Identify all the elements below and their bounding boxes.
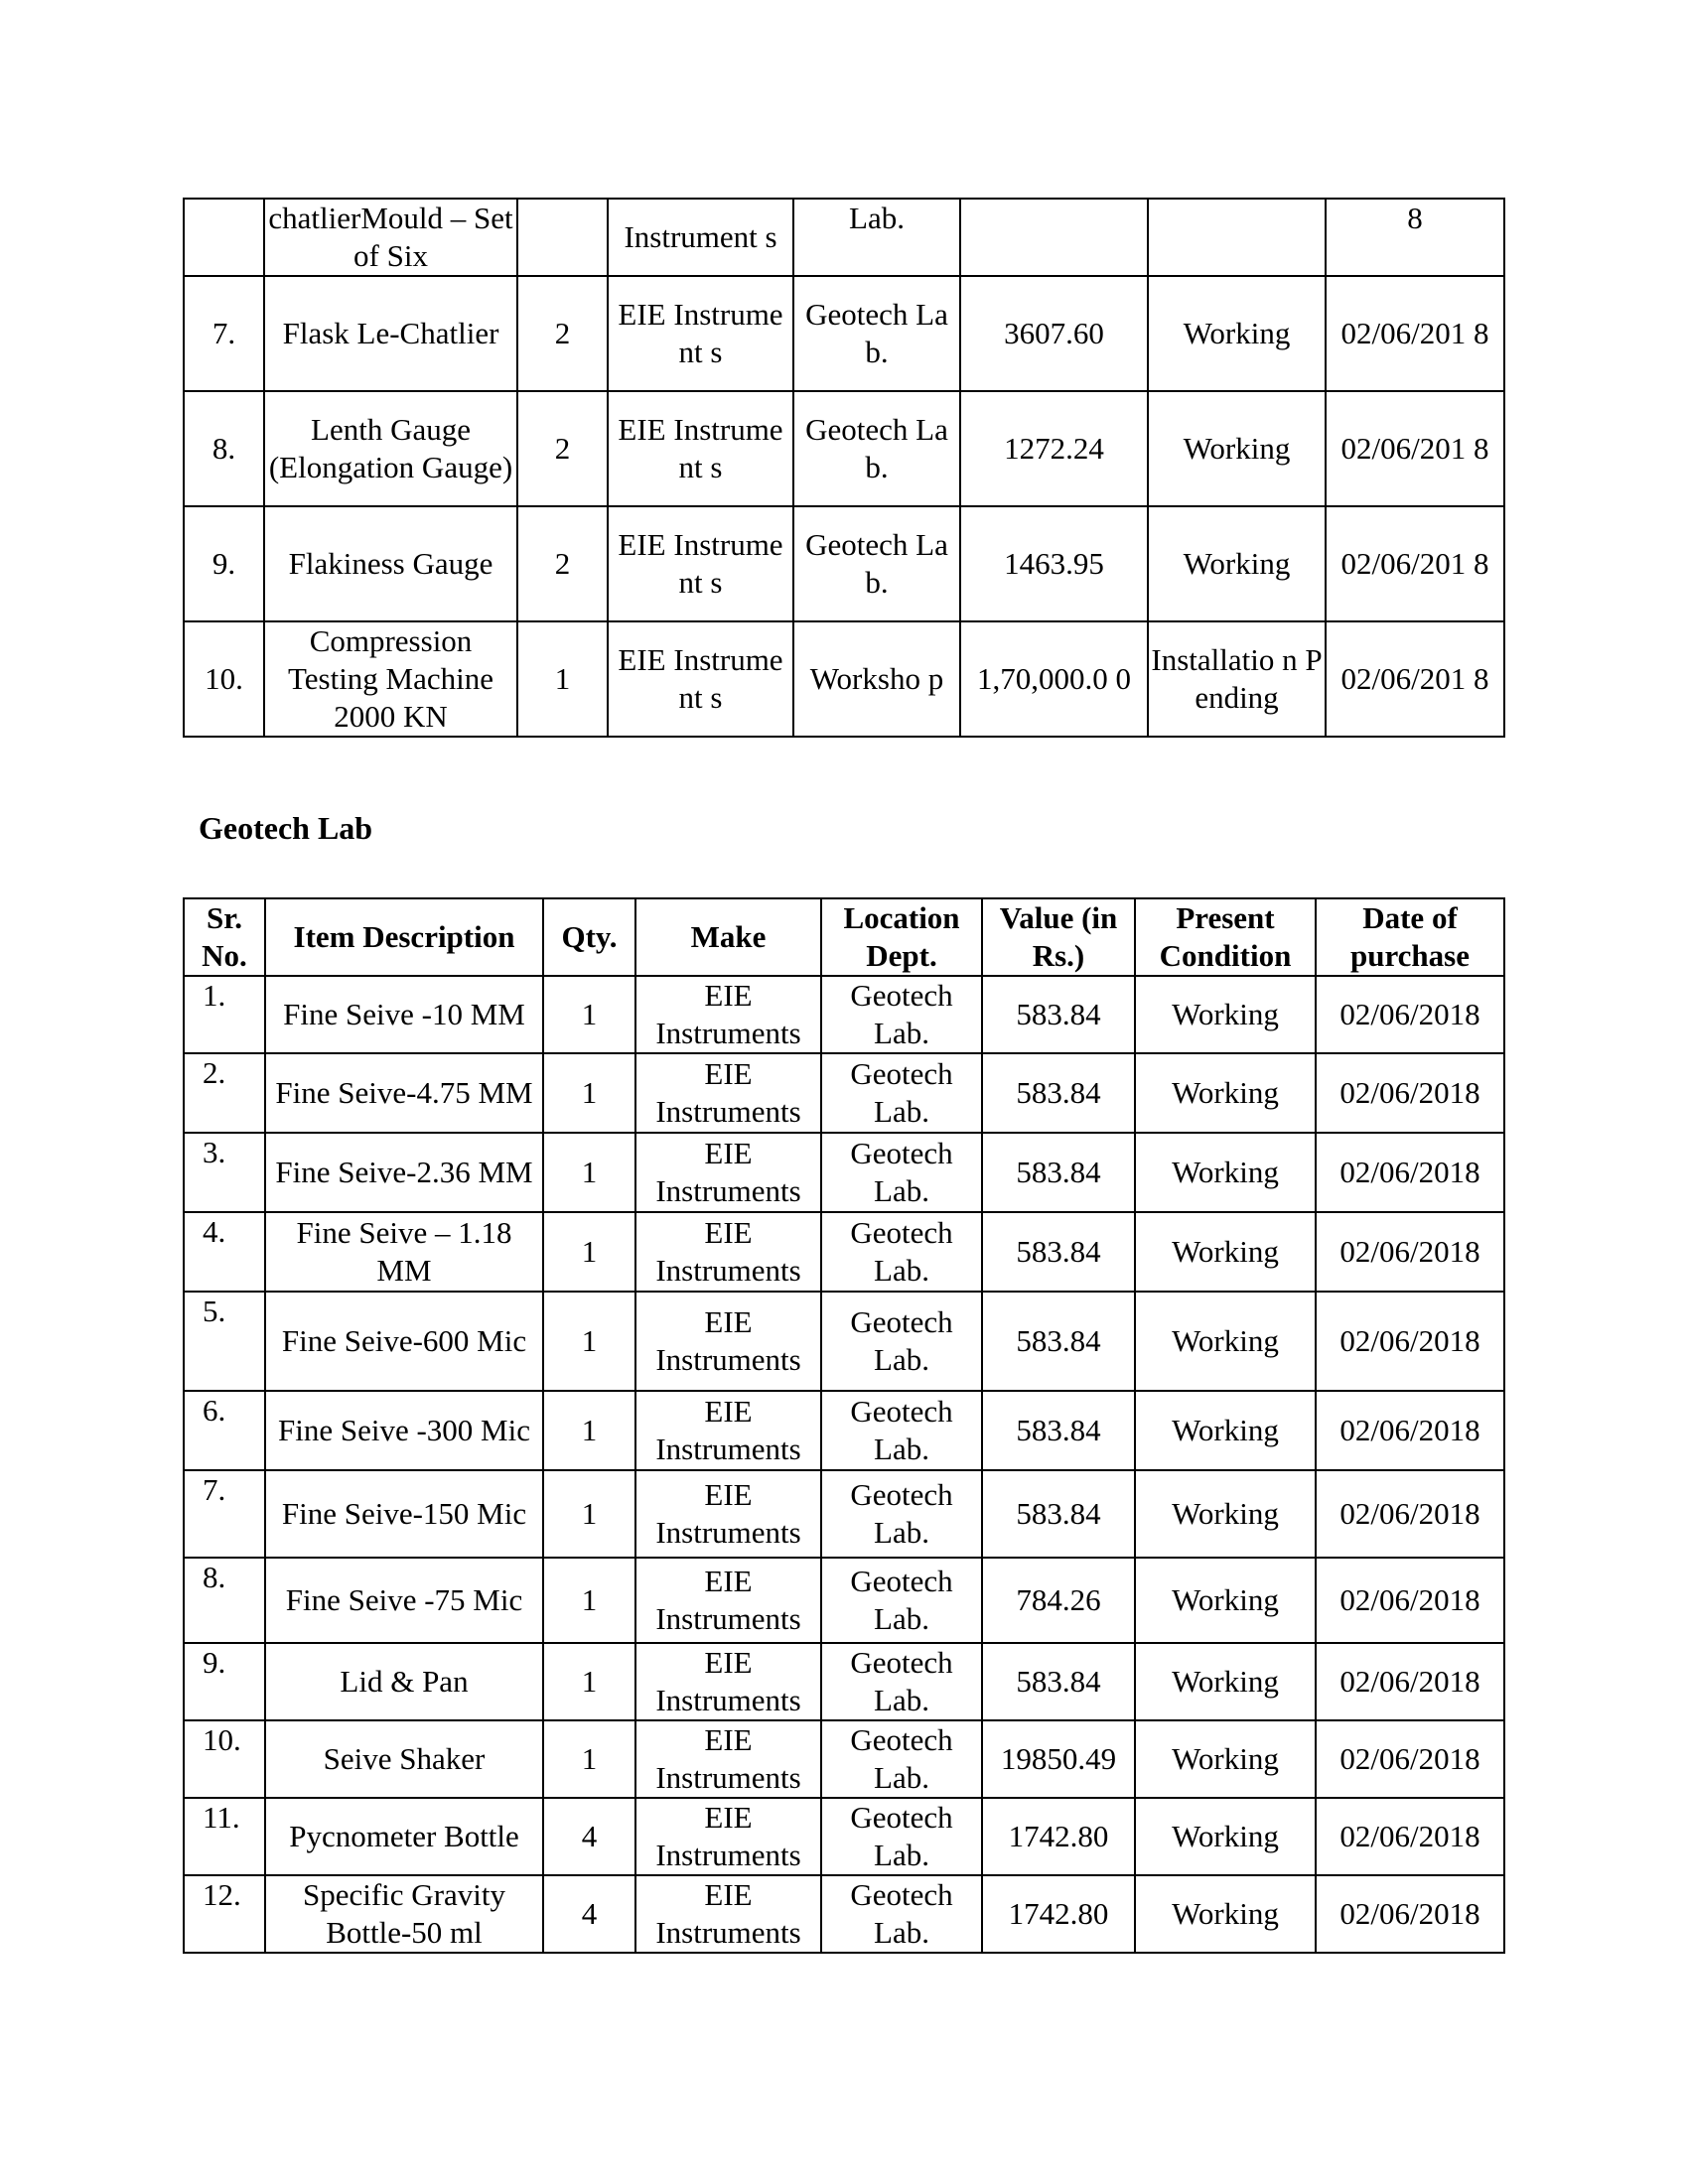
qty-cell: 1 (543, 1470, 635, 1558)
sr-cell: 1. (184, 976, 265, 1053)
value-cell: 583.84 (982, 1292, 1135, 1391)
location-cell: Geotech Lab. (821, 1053, 982, 1133)
make-cell: EIE Instruments (635, 1558, 821, 1643)
sr-cell: 8. (184, 1558, 265, 1643)
date-cell: 02/06/201 8 (1326, 621, 1504, 737)
qty-cell (517, 199, 608, 276)
col-header-make: Make (635, 898, 821, 976)
location-cell: Geotech Lab. (793, 276, 960, 391)
condition-cell: Working (1135, 1391, 1316, 1470)
condition-cell: Working (1135, 1798, 1316, 1875)
col-header-date-of-purchase: Date of purchase (1316, 898, 1504, 976)
condition-cell: Working (1148, 506, 1326, 621)
qty-cell: 2 (517, 391, 608, 506)
table-row (184, 621, 1504, 737)
sr-cell: 3. (184, 1133, 265, 1212)
qty-cell: 1 (543, 1133, 635, 1212)
location-cell: Geotech Lab. (821, 1558, 982, 1643)
value-cell: 583.84 (982, 1470, 1135, 1558)
date-cell: 02/06/2018 (1316, 1875, 1504, 1953)
condition-cell: Working (1135, 1053, 1316, 1133)
date-cell: 02/06/2018 (1316, 1292, 1504, 1391)
location-cell: Geotech Lab. (793, 391, 960, 506)
date-cell: 02/06/2018 (1316, 976, 1504, 1053)
sr-cell: 11. (184, 1798, 265, 1875)
make-cell: EIE Instruments (635, 976, 821, 1053)
table-row (184, 506, 1504, 621)
make-cell: EIE Instruments (635, 1133, 821, 1212)
item-description-cell: Compression Testing Machine 2000 KN (264, 621, 517, 737)
date-cell: 02/06/2018 (1316, 1643, 1504, 1720)
table-row (184, 1875, 1504, 1953)
table-row (184, 199, 1504, 276)
sr-cell: 9. (184, 1643, 265, 1720)
table-row (184, 1292, 1504, 1391)
qty-cell: 4 (543, 1798, 635, 1875)
sr-cell: 7. (184, 276, 264, 391)
value-cell (960, 199, 1148, 276)
location-cell: Geotech Lab. (821, 1292, 982, 1391)
location-cell: Geotech Lab. (821, 1391, 982, 1470)
item-description-cell: Fine Seive-2.36 MM (265, 1133, 543, 1212)
equipment-table-continued (183, 198, 1505, 738)
table-row (184, 1053, 1504, 1133)
make-cell: EIE Instruments (635, 1875, 821, 1953)
value-cell: 1,70,000.0 0 (960, 621, 1148, 737)
date-cell: 02/06/2018 (1316, 1053, 1504, 1133)
table-row (184, 1720, 1504, 1798)
date-cell: 02/06/2018 (1316, 1558, 1504, 1643)
qty-cell: 1 (543, 976, 635, 1053)
location-cell: Geotech Lab. (821, 1720, 982, 1798)
col-header-value: Value (in Rs.) (982, 898, 1135, 976)
condition-cell: Working (1135, 1212, 1316, 1292)
condition-cell: Working (1148, 276, 1326, 391)
condition-cell: Working (1135, 1643, 1316, 1720)
make-cell: EIE Instrument s (608, 506, 793, 621)
make-cell: EIE Instruments (635, 1470, 821, 1558)
date-cell: 02/06/2018 (1316, 1470, 1504, 1558)
make-cell: EIE Instruments (635, 1391, 821, 1470)
location-cell: Geotech Lab. (821, 1212, 982, 1292)
condition-cell: Working (1148, 391, 1326, 506)
table-row (184, 1470, 1504, 1558)
date-cell: 8 (1326, 199, 1504, 276)
section-heading: Geotech Lab (199, 810, 373, 846)
qty-cell: 1 (543, 1720, 635, 1798)
location-cell: Geotech Lab. (821, 976, 982, 1053)
item-description-cell: Fine Seive -10 MM (265, 976, 543, 1053)
sr-cell (184, 199, 264, 276)
item-description-cell: chatlierMould – Set of Six (264, 199, 517, 276)
sr-cell: 12. (184, 1875, 265, 1953)
item-description-cell: Fine Seive -300 Mic (265, 1391, 543, 1470)
make-cell: EIE Instrument s (608, 276, 793, 391)
col-header-item-description: Item Description (265, 898, 543, 976)
condition-cell: Installatio n Pending (1148, 621, 1326, 737)
table-row (184, 1133, 1504, 1212)
qty-cell: 1 (517, 621, 608, 737)
sr-cell: 8. (184, 391, 264, 506)
value-cell: 19850.49 (982, 1720, 1135, 1798)
condition-cell: Working (1135, 1558, 1316, 1643)
date-cell: 02/06/201 8 (1326, 506, 1504, 621)
make-cell: EIE Instruments (635, 1720, 821, 1798)
item-description-cell: Seive Shaker (265, 1720, 543, 1798)
value-cell: 583.84 (982, 1053, 1135, 1133)
item-description-cell: Lid & Pan (265, 1643, 543, 1720)
sr-cell: 9. (184, 506, 264, 621)
value-cell: 3607.60 (960, 276, 1148, 391)
item-description-cell: Flakiness Gauge (264, 506, 517, 621)
condition-cell: Working (1135, 1875, 1316, 1953)
sr-cell: 4. (184, 1212, 265, 1292)
qty-cell: 1 (543, 1292, 635, 1391)
value-cell: 1463.95 (960, 506, 1148, 621)
qty-cell: 2 (517, 506, 608, 621)
make-cell: EIE Instruments (635, 1053, 821, 1133)
item-description-cell: Fine Seive-150 Mic (265, 1470, 543, 1558)
location-cell: Worksho p (793, 621, 960, 737)
location-cell: Geotech Lab. (821, 1643, 982, 1720)
make-cell: EIE Instruments (635, 1643, 821, 1720)
location-cell: Geotech Lab. (821, 1133, 982, 1212)
sr-cell: 6. (184, 1391, 265, 1470)
item-description-cell: Fine Seive-600 Mic (265, 1292, 543, 1391)
location-cell: Geotech Lab. (821, 1875, 982, 1953)
item-description-cell: Fine Seive – 1.18 MM (265, 1212, 543, 1292)
sr-cell: 10. (184, 621, 264, 737)
col-header-sr-no: Sr. No. (184, 898, 265, 976)
col-header-present-condition: Present Condition (1135, 898, 1316, 976)
date-cell: 02/06/2018 (1316, 1133, 1504, 1212)
sr-cell: 5. (184, 1292, 265, 1391)
date-cell: 02/06/2018 (1316, 1212, 1504, 1292)
sr-cell: 2. (184, 1053, 265, 1133)
table-row (184, 391, 1504, 506)
make-cell: EIE Instruments (635, 1212, 821, 1292)
make-cell: EIE Instruments (635, 1292, 821, 1391)
make-cell: EIE Instrument s (608, 391, 793, 506)
location-cell: Geotech Lab. (821, 1470, 982, 1558)
date-cell: 02/06/2018 (1316, 1720, 1504, 1798)
value-cell: 1742.80 (982, 1798, 1135, 1875)
date-cell: 02/06/201 8 (1326, 391, 1504, 506)
date-cell: 02/06/2018 (1316, 1391, 1504, 1470)
location-cell: Geotech Lab. (821, 1798, 982, 1875)
condition-cell: Working (1135, 1470, 1316, 1558)
table-row (184, 1391, 1504, 1470)
value-cell: 583.84 (982, 976, 1135, 1053)
value-cell: 1742.80 (982, 1875, 1135, 1953)
make-cell: Instrument s (608, 199, 793, 276)
item-description-cell: Lenth Gauge (Elongation Gauge) (264, 391, 517, 506)
location-cell: Lab. (793, 199, 960, 276)
item-description-cell: Pycnometer Bottle (265, 1798, 543, 1875)
qty-cell: 1 (543, 1212, 635, 1292)
value-cell: 583.84 (982, 1212, 1135, 1292)
value-cell: 583.84 (982, 1391, 1135, 1470)
qty-cell: 1 (543, 1053, 635, 1133)
table-row (184, 276, 1504, 391)
value-cell: 583.84 (982, 1133, 1135, 1212)
table-row (184, 1798, 1504, 1875)
item-description-cell: Fine Seive -75 Mic (265, 1558, 543, 1643)
geotech-lab-table (183, 897, 1505, 1954)
qty-cell: 1 (543, 1558, 635, 1643)
sr-cell: 10. (184, 1720, 265, 1798)
value-cell: 1272.24 (960, 391, 1148, 506)
date-cell: 02/06/201 8 (1326, 276, 1504, 391)
col-header-qty: Qty. (543, 898, 635, 976)
condition-cell: Working (1135, 1292, 1316, 1391)
condition-cell: Working (1135, 976, 1316, 1053)
condition-cell (1148, 199, 1326, 276)
table-row (184, 976, 1504, 1053)
value-cell: 583.84 (982, 1643, 1135, 1720)
condition-cell: Working (1135, 1720, 1316, 1798)
qty-cell: 1 (543, 1391, 635, 1470)
qty-cell: 1 (543, 1643, 635, 1720)
condition-cell: Working (1135, 1133, 1316, 1212)
qty-cell: 2 (517, 276, 608, 391)
location-cell: Geotech Lab. (793, 506, 960, 621)
col-header-location-dept: Location Dept. (821, 898, 982, 976)
item-description-cell: Flask Le-Chatlier (264, 276, 517, 391)
item-description-cell: Fine Seive-4.75 MM (265, 1053, 543, 1133)
header-row (184, 898, 1504, 976)
value-cell: 784.26 (982, 1558, 1135, 1643)
make-cell: EIE Instrument s (608, 621, 793, 737)
qty-cell: 4 (543, 1875, 635, 1953)
date-cell: 02/06/2018 (1316, 1798, 1504, 1875)
table-row (184, 1212, 1504, 1292)
make-cell: EIE Instruments (635, 1798, 821, 1875)
table-row (184, 1558, 1504, 1643)
table-row (184, 1643, 1504, 1720)
sr-cell: 7. (184, 1470, 265, 1558)
item-description-cell: Specific Gravity Bottle-50 ml (265, 1875, 543, 1953)
